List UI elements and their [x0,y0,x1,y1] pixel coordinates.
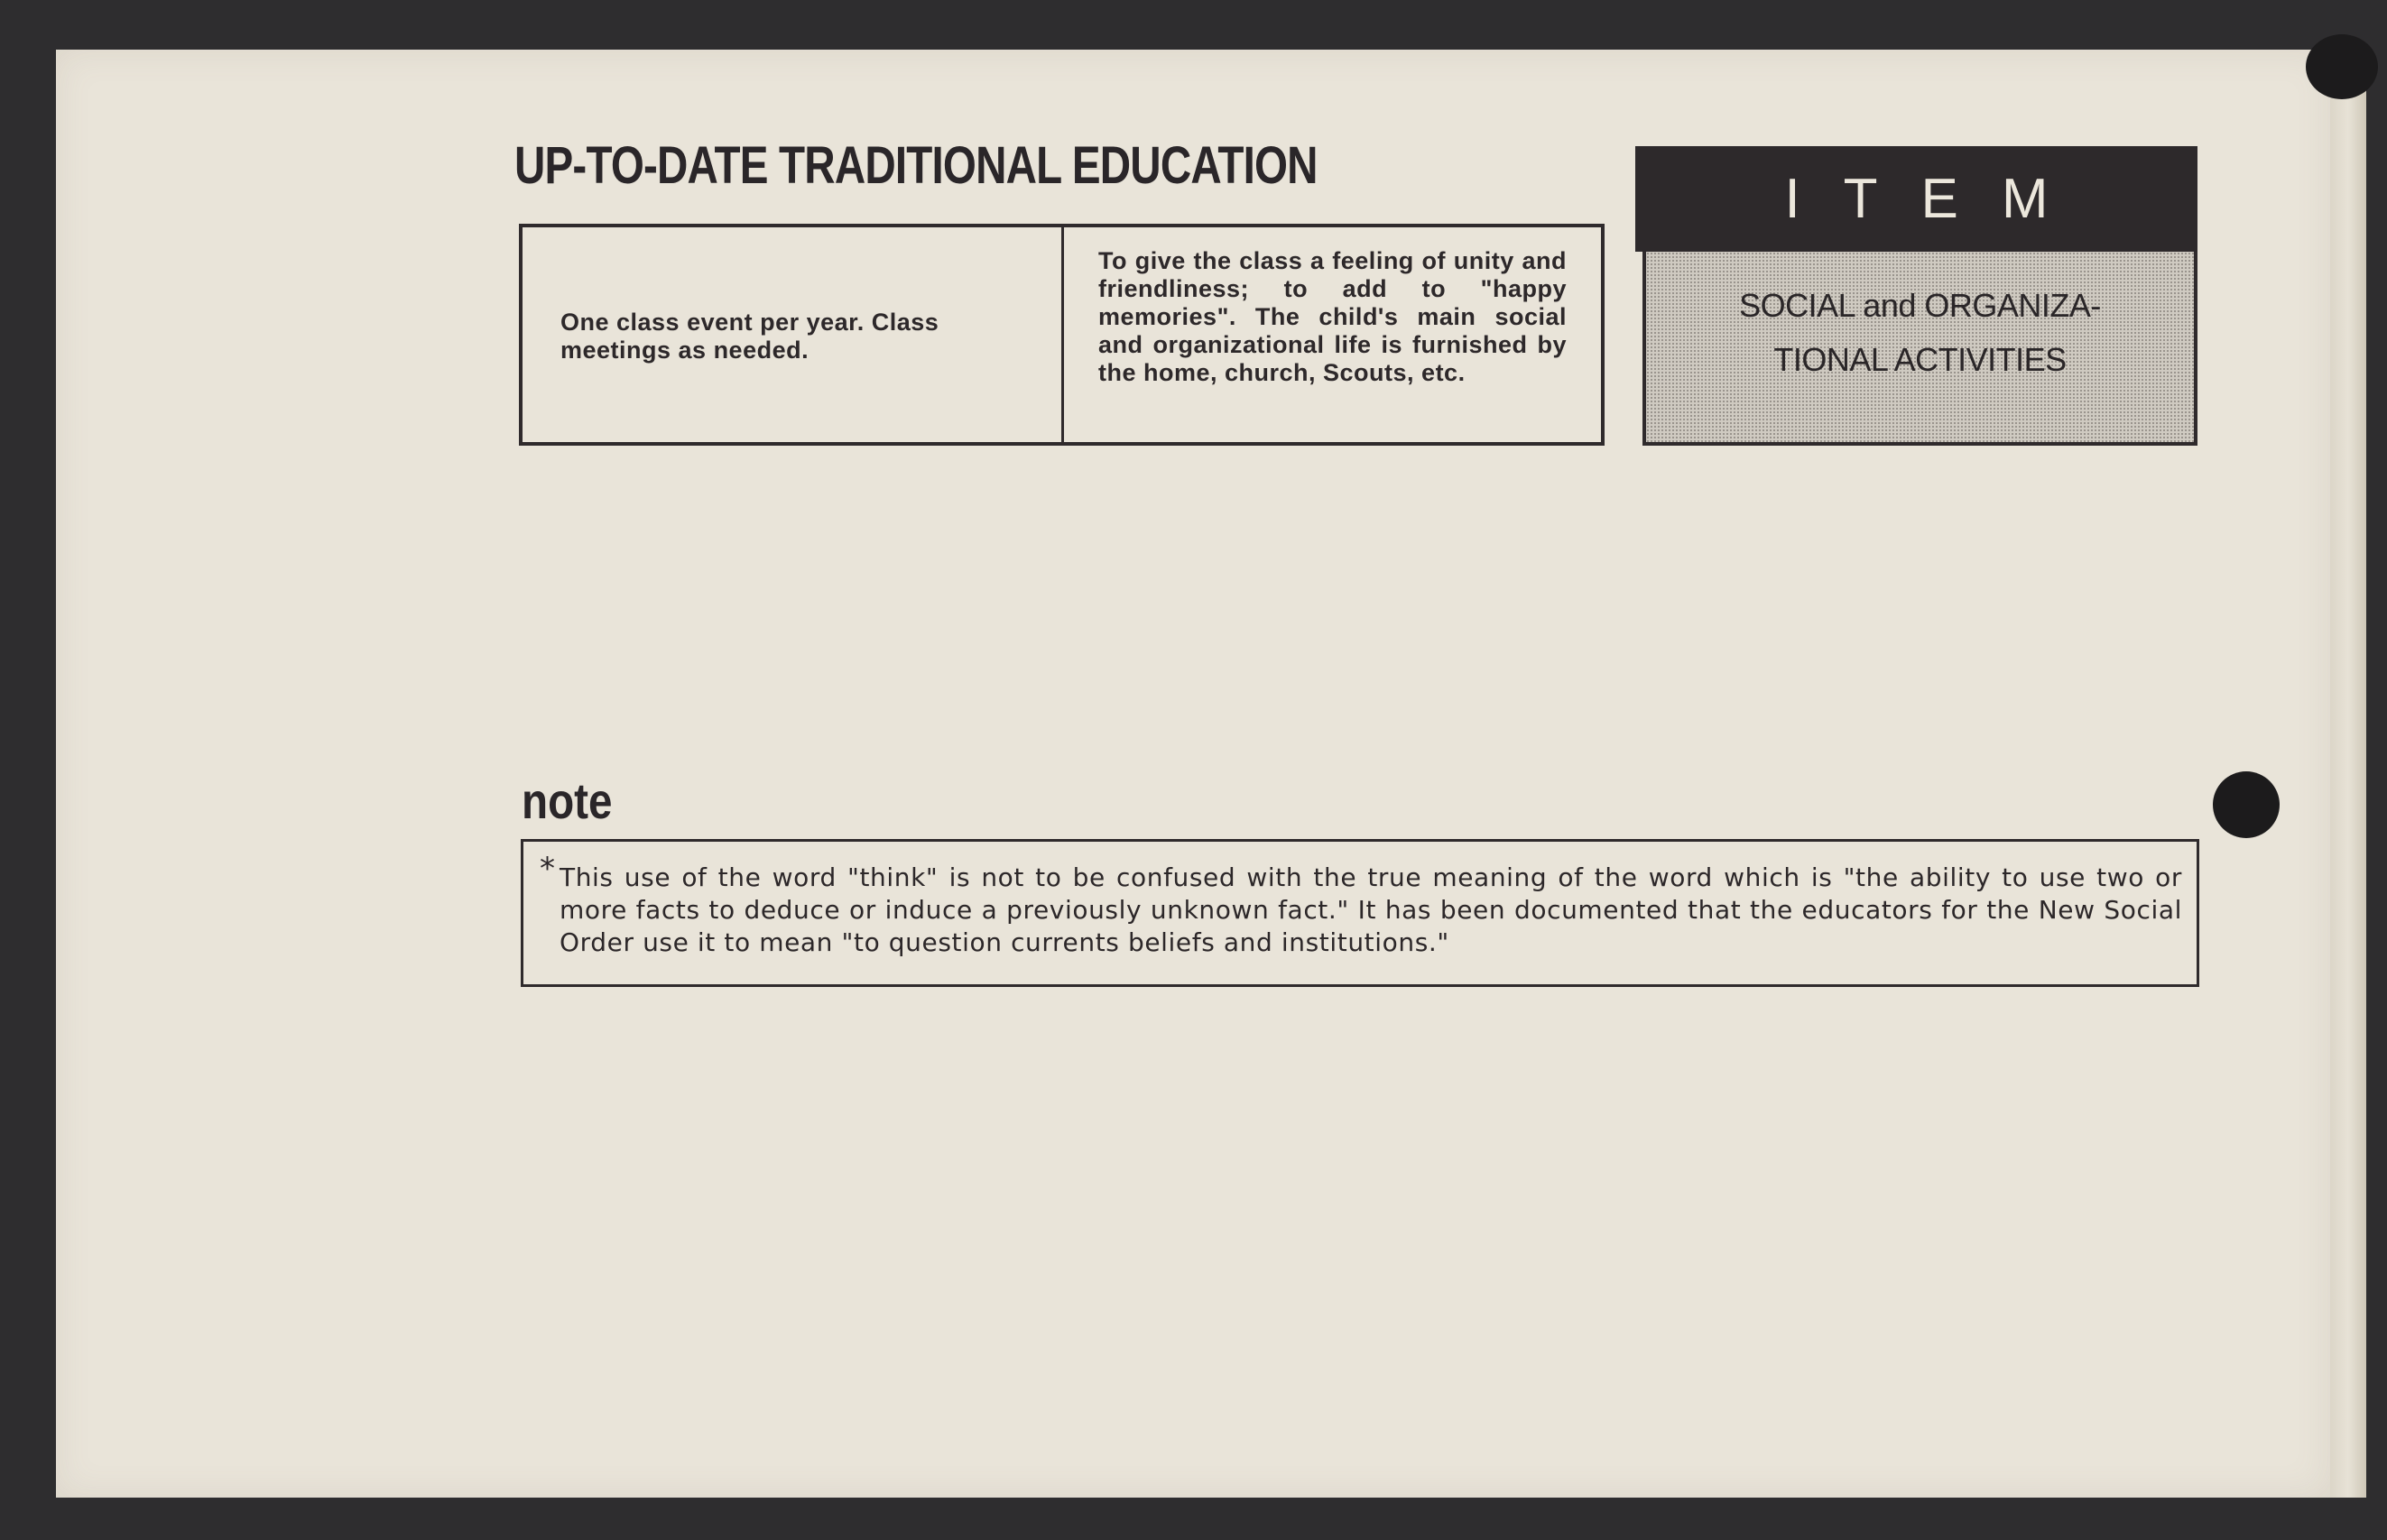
item-box [1635,146,2197,446]
note-label: note [522,772,613,829]
note-text: This use of the word "think" is not to be confused with the true meaning of the word which is "the ability to use two or more facts to deduce or induce a previously unknown fact." It has been documented that the educators for the New Social Order use it to mean "to question currents beliefs and institutions." [560,862,2182,957]
note-box [521,839,2199,987]
punch-hole-top [2306,34,2378,99]
table-cell-frequency: One class event per year. Class meetings as needed. [523,227,1064,442]
table-cell-purpose: To give the class a feeling of unity and friendliness; to add to "happy memories". The child's main social and organizational life is furnished by the home, church, Scouts, etc. [1098,247,1567,386]
note-asterisk: * [540,851,556,887]
item-header-label: ITEM [1784,168,2092,230]
activity-table [519,224,1605,446]
item-box-body [1642,252,2197,446]
section-heading: UP-TO-DATE TRADITIONAL EDUCATION [514,136,1318,195]
punch-hole-middle [2213,771,2280,838]
item-box-header [1635,146,2197,252]
next-page-edge [2330,81,2366,1498]
item-title: SOCIAL and ORGANIZA- TIONAL ACTIVITIES [1739,287,2101,378]
